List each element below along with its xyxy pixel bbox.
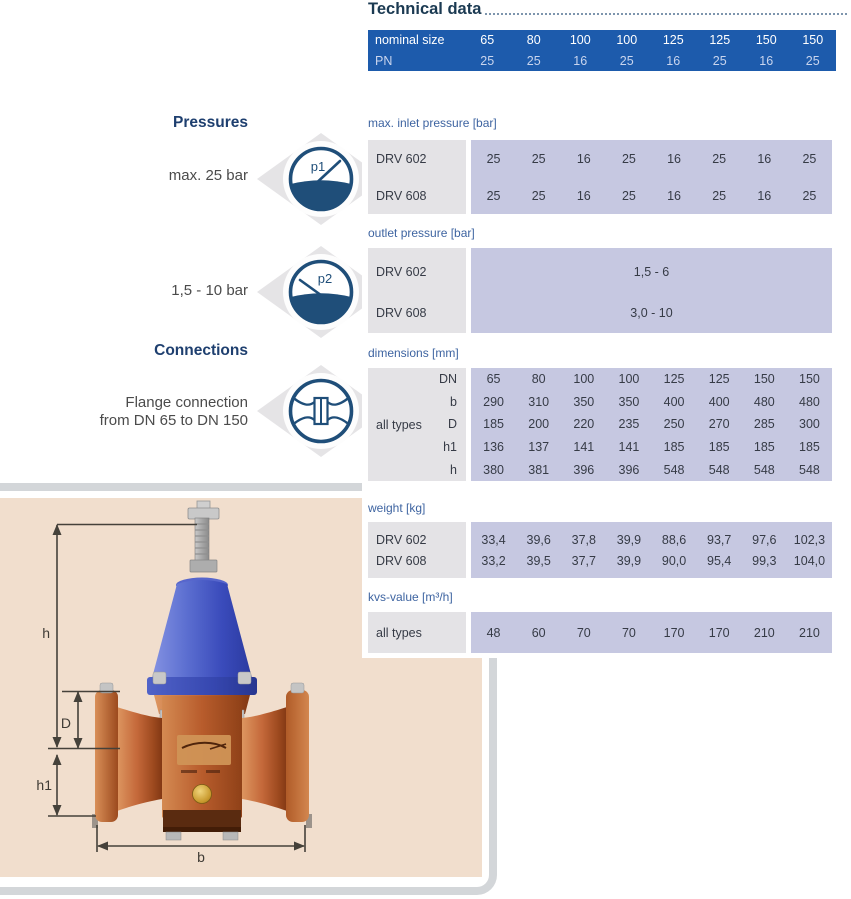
- value-cell: 39,5: [526, 553, 551, 568]
- value-cell: 396: [573, 462, 595, 477]
- value-cell: 125: [662, 33, 684, 48]
- value-cell: 65: [480, 33, 495, 48]
- row-values: [471, 395, 832, 409]
- section-title-dimensions: dimensions [mm]: [368, 346, 459, 360]
- value-cell: 150: [799, 372, 820, 387]
- row-label: DN: [438, 372, 457, 387]
- value-cell: 210: [799, 625, 820, 640]
- connection-text: [0, 394, 248, 430]
- value-cell: 25: [531, 151, 546, 166]
- technical-data-panel: [362, 0, 851, 658]
- gauge1-label: p1: [310, 159, 326, 174]
- connection-text-line1: Flange connection: [125, 394, 248, 411]
- value-cell: 90,0: [661, 553, 687, 568]
- value-cell: 80: [531, 372, 546, 387]
- page-title: Technical data: [368, 0, 482, 18]
- pressures-heading: Pressures: [173, 114, 248, 131]
- row-values: [471, 417, 832, 431]
- value-cell: 480: [753, 394, 775, 409]
- value-cell: 16: [757, 151, 772, 166]
- data-column: [471, 368, 832, 481]
- value-cell: 16: [576, 151, 591, 166]
- value-cell: 39,9: [616, 532, 642, 547]
- row-value: 3,0 - 10: [630, 305, 673, 320]
- label-column: [368, 248, 466, 333]
- value-cell: 141: [618, 440, 640, 455]
- value-cell: 70: [621, 625, 636, 640]
- value-cell: 70: [576, 625, 591, 640]
- value-cell: 270: [708, 417, 730, 432]
- data-column: [471, 248, 832, 333]
- value-cell: 285: [753, 417, 775, 432]
- value-cell: 25: [480, 53, 495, 68]
- value-cell: 25: [486, 151, 501, 166]
- value-cell: 400: [708, 394, 730, 409]
- connection-text-line2: from DN 65 to DN 150: [99, 412, 248, 429]
- inlet-pressure-text: max. 25 bar: [168, 167, 248, 184]
- label-column: [368, 368, 466, 481]
- value-cell: 185: [799, 440, 820, 455]
- table-row: [368, 30, 836, 51]
- dimension-sublabels: [424, 368, 466, 481]
- valve-body: [92, 501, 312, 840]
- value-cell: 125: [709, 33, 731, 48]
- value-cell: 210: [753, 625, 775, 640]
- row-values: [471, 533, 832, 547]
- weight-table: [368, 522, 832, 578]
- section-title-kvs: kvs-value [m³/h]: [368, 590, 453, 604]
- outlet-pressure-text: 1,5 - 10 bar: [171, 282, 248, 299]
- value-cell: 39,6: [526, 532, 551, 547]
- table-row: [368, 51, 836, 72]
- value-cell: 25: [802, 188, 817, 203]
- value-cell: 185: [663, 440, 685, 455]
- value-cell: 548: [799, 462, 820, 477]
- value-cell: 25: [486, 188, 501, 203]
- value-cell: 25: [526, 53, 541, 68]
- dimensions-table: [368, 368, 832, 481]
- value-cell: 39,9: [616, 553, 642, 568]
- all-types-label: [368, 368, 424, 481]
- value-cell: 137: [528, 440, 550, 455]
- value-cell: 170: [663, 625, 685, 640]
- nominal-size-table: [368, 30, 836, 71]
- row-label: DRV 608: [376, 553, 427, 568]
- value-cell: 150: [753, 372, 775, 387]
- inlet-pressure-gauge-icon: [282, 140, 360, 218]
- value-cell: 220: [573, 417, 595, 432]
- value-cell: 60: [531, 625, 546, 640]
- value-cell: 25: [712, 151, 727, 166]
- label-column: [368, 612, 466, 653]
- value-cell: 200: [528, 417, 550, 432]
- value-cell: 100: [569, 33, 591, 48]
- value-cell: 185: [753, 440, 775, 455]
- value-cell: 37,8: [571, 532, 596, 547]
- section-title-weight: weight [kg]: [368, 501, 426, 515]
- value-cell: 16: [759, 53, 774, 68]
- value-cell: 48: [486, 625, 501, 640]
- value-cell: 93,7: [707, 532, 732, 547]
- connections-heading: Connections: [154, 342, 248, 359]
- value-cell: 88,6: [661, 532, 687, 547]
- gauge2-label: p2: [317, 271, 333, 286]
- row-values: [464, 54, 836, 68]
- value-cell: 37,7: [571, 553, 596, 568]
- row-values: [471, 626, 832, 640]
- value-cell: 396: [618, 462, 640, 477]
- row-label: h1: [443, 440, 457, 455]
- row-label: D: [447, 417, 457, 432]
- row-values: [471, 554, 832, 568]
- value-cell: 33,4: [481, 532, 506, 547]
- row-label: nominal size: [375, 33, 445, 48]
- dimension-label-b: b: [197, 849, 205, 865]
- value-cell: 170: [708, 625, 730, 640]
- label-column: [368, 140, 466, 214]
- dimension-label-D: D: [60, 715, 71, 731]
- value-cell: 235: [618, 417, 640, 432]
- row-values: [464, 33, 836, 47]
- value-cell: 25: [621, 151, 636, 166]
- value-cell: 100: [573, 372, 595, 387]
- flange-connection-icon: [282, 372, 360, 450]
- inlet-pressure-table: [368, 140, 832, 214]
- value-cell: 150: [802, 33, 824, 48]
- value-cell: 25: [802, 151, 817, 166]
- value-cell: 16: [757, 188, 772, 203]
- value-cell: 150: [755, 33, 777, 48]
- row-label: DRV 608: [376, 305, 427, 320]
- value-cell: 25: [712, 188, 727, 203]
- value-cell: 99,3: [752, 553, 777, 568]
- value-cell: 104,0: [793, 553, 826, 568]
- value-cell: 33,2: [481, 553, 506, 568]
- value-cell: 97,6: [752, 532, 777, 547]
- value-cell: 80: [526, 33, 541, 48]
- value-cell: 16: [573, 53, 588, 68]
- kvs-table: [368, 612, 832, 653]
- row-values: [471, 440, 832, 454]
- data-column: [471, 522, 832, 578]
- value-cell: 25: [619, 53, 634, 68]
- value-cell: 65: [486, 372, 501, 387]
- value-cell: 141: [573, 440, 595, 455]
- dotted-leader-line: [485, 1, 847, 15]
- row-values: [471, 463, 832, 477]
- label-column: [368, 522, 466, 578]
- value-cell: 381: [528, 462, 550, 477]
- value-cell: 100: [616, 33, 638, 48]
- value-cell: 350: [573, 394, 595, 409]
- value-cell: 16: [576, 188, 591, 203]
- dimension-label-h1: h1: [36, 777, 52, 793]
- value-cell: 400: [663, 394, 685, 409]
- value-cell: 548: [753, 462, 775, 477]
- row-label: DRV 602: [376, 265, 427, 280]
- value-cell: 185: [708, 440, 730, 455]
- row-values: [471, 189, 832, 203]
- value-cell: 548: [708, 462, 730, 477]
- row-label: DRV 608: [376, 188, 427, 203]
- row-label: h: [450, 462, 457, 477]
- row-label: DRV 602: [376, 532, 427, 547]
- value-cell: 16: [666, 53, 681, 68]
- outlet-pressure-gauge-icon: [282, 253, 360, 331]
- row-values: [471, 372, 832, 386]
- row-label: b: [450, 394, 457, 409]
- value-cell: 16: [667, 151, 682, 166]
- value-cell: 350: [618, 394, 640, 409]
- value-cell: 95,4: [707, 553, 732, 568]
- all-types-text: all types: [376, 417, 422, 432]
- value-cell: 25: [805, 53, 820, 68]
- dimension-label-h: h: [42, 625, 50, 641]
- value-cell: 100: [618, 372, 640, 387]
- value-cell: 25: [712, 53, 727, 68]
- value-cell: 25: [621, 188, 636, 203]
- value-cell: 25: [531, 188, 546, 203]
- value-cell: 300: [799, 417, 820, 432]
- value-cell: 310: [528, 394, 550, 409]
- row-label: DRV 602: [376, 151, 427, 166]
- value-cell: 250: [663, 417, 685, 432]
- row-label: all types: [376, 625, 422, 640]
- heading-row: [368, 0, 849, 19]
- value-cell: 136: [483, 440, 504, 455]
- section-title-inlet: max. inlet pressure [bar]: [368, 116, 497, 130]
- row-value: 1,5 - 6: [633, 265, 670, 280]
- value-cell: 102,3: [793, 532, 826, 547]
- value-cell: 125: [663, 372, 685, 387]
- value-cell: 380: [483, 462, 504, 477]
- value-cell: 125: [708, 372, 730, 387]
- row-values: [471, 152, 832, 166]
- data-column: [471, 612, 832, 653]
- value-cell: 480: [799, 394, 820, 409]
- value-cell: 16: [667, 188, 682, 203]
- data-column: [471, 140, 832, 214]
- value-cell: 290: [483, 394, 504, 409]
- row-label: PN: [375, 53, 393, 68]
- section-title-outlet: outlet pressure [bar]: [368, 226, 475, 240]
- value-cell: 548: [663, 462, 685, 477]
- outlet-pressure-table: [368, 248, 832, 333]
- value-cell: 185: [483, 417, 504, 432]
